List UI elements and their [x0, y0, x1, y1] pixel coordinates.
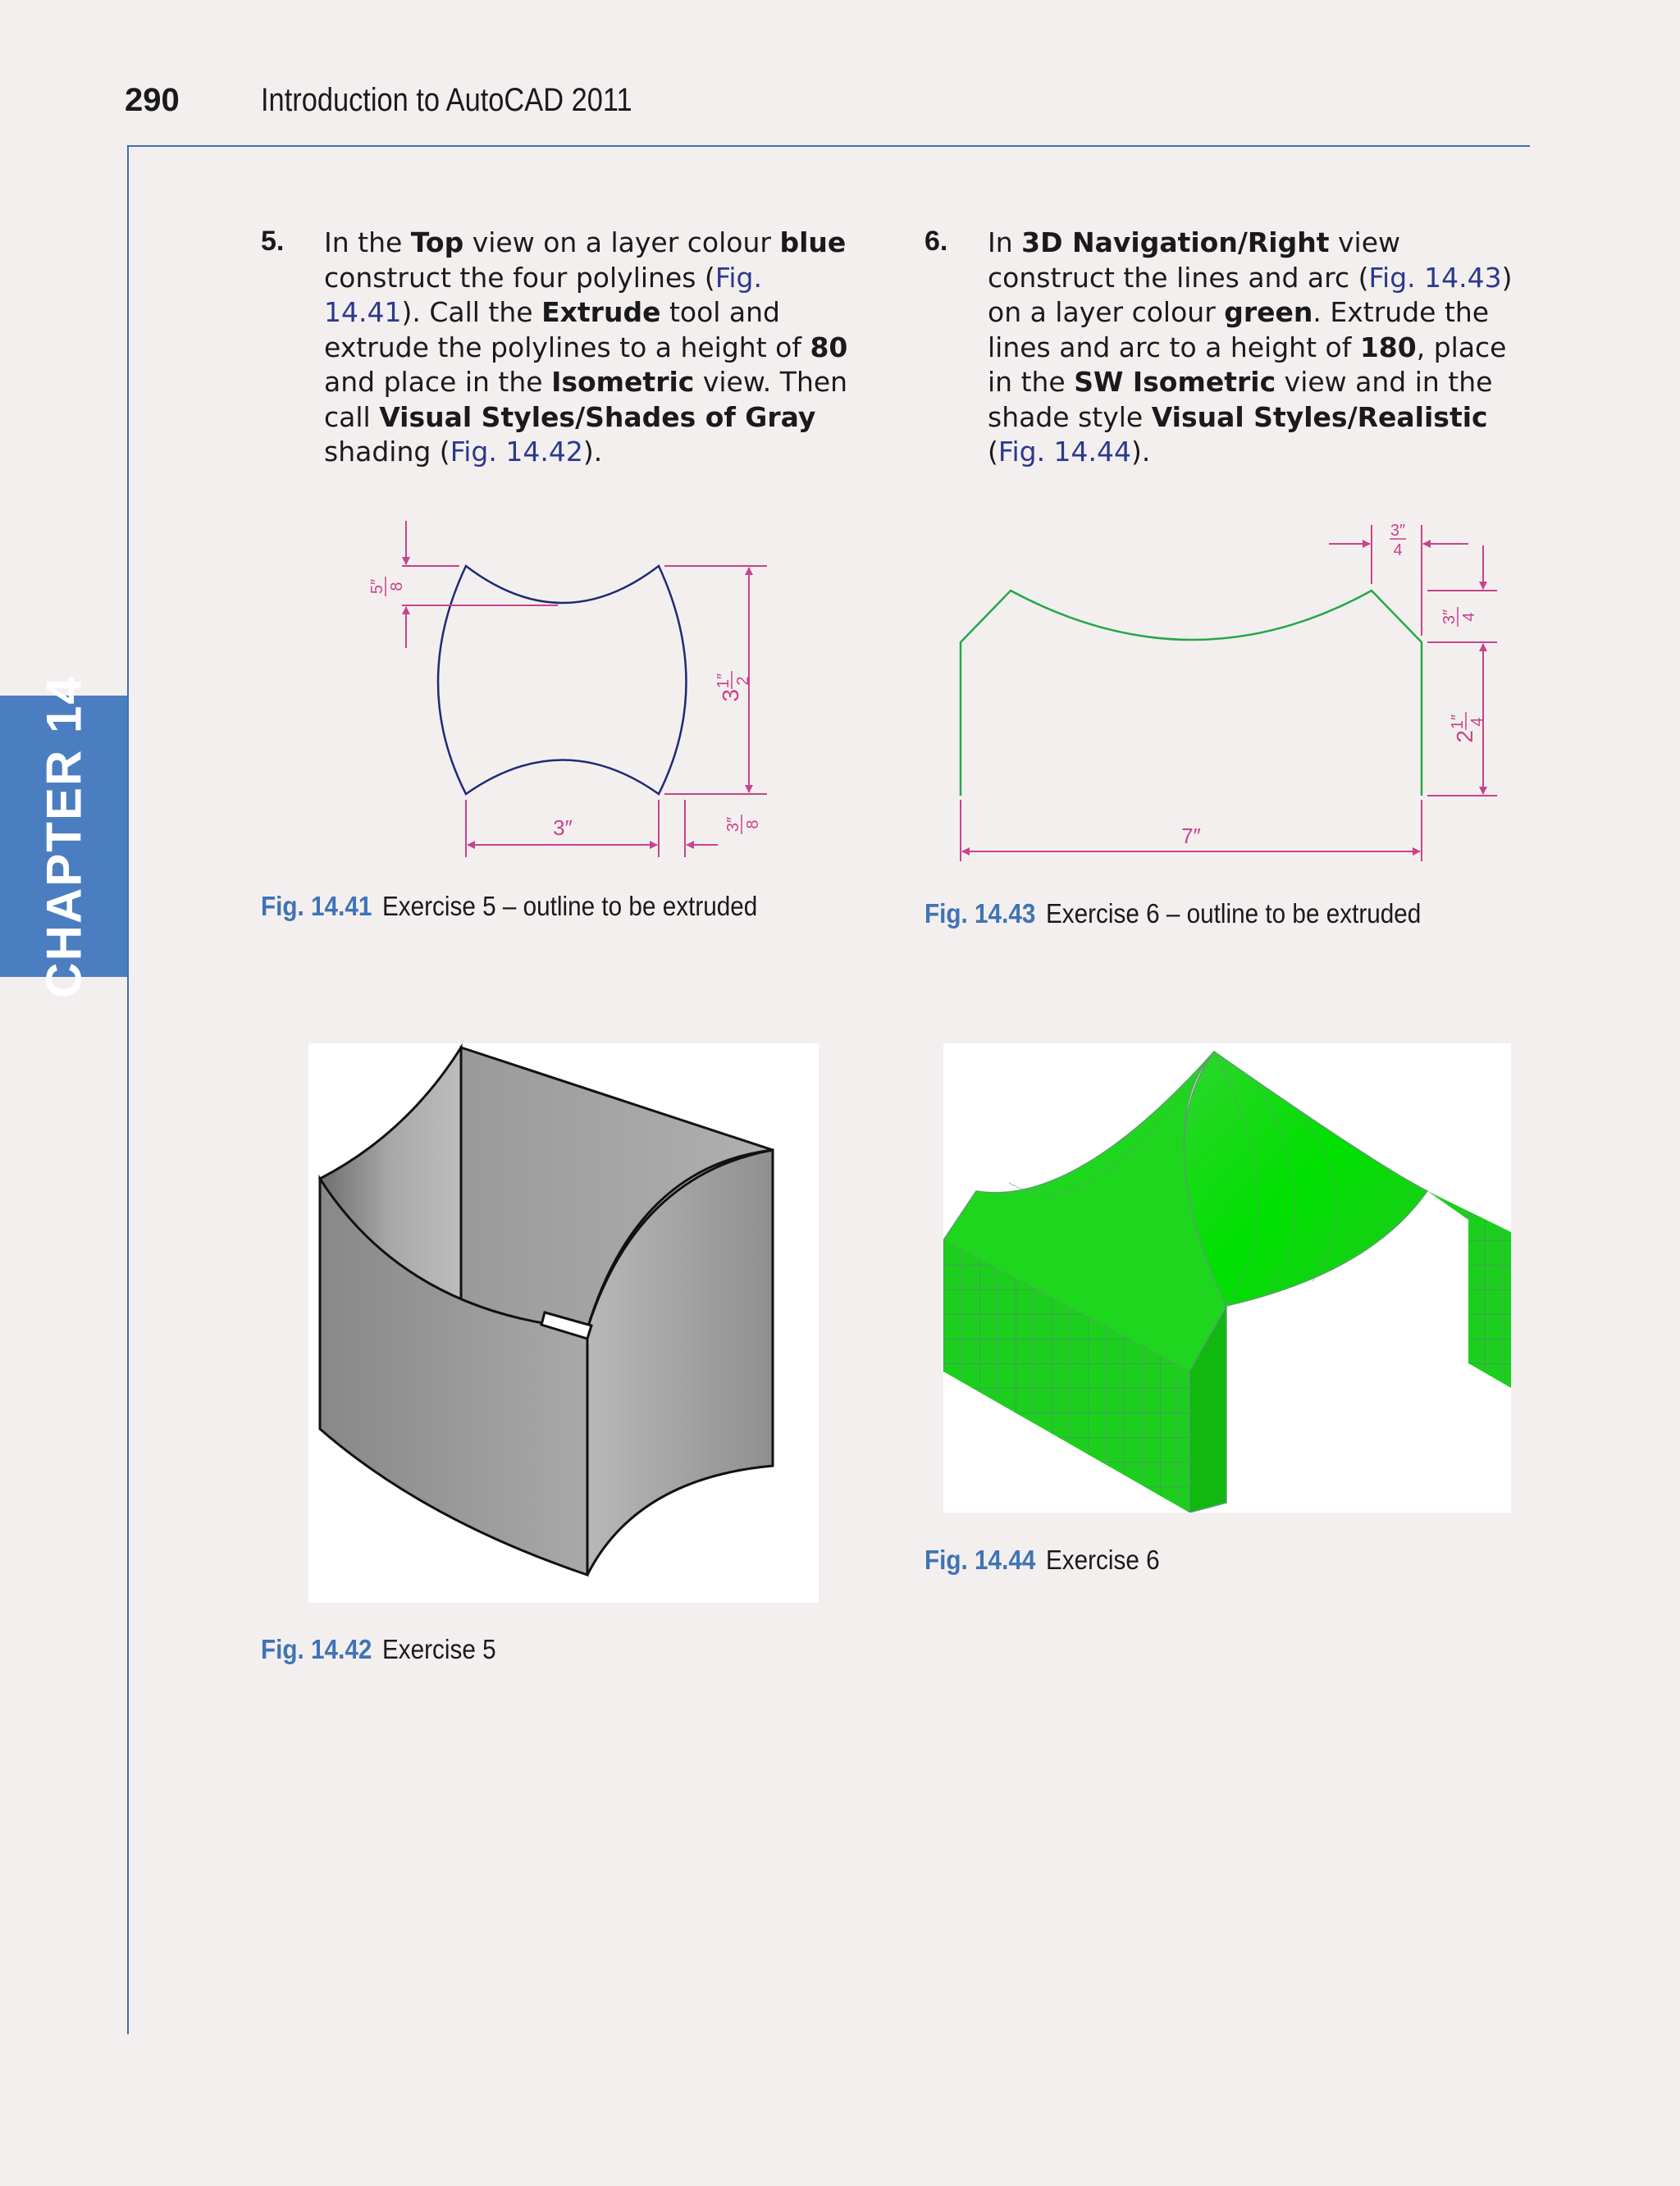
fig-14-43-caption: Fig. 14.43 Exercise 6 – outline to be extruded [924, 898, 1422, 929]
exercise-5-text: In the Top view on a layer colour blue construct the four polylines (Fig. 14.41). Call the Extrude tool and extrude the polylines to a height of 80 and place in the Isometric view. Then call Visual Styles/Shades of Gray shading (Fig. 14.42). [324, 226, 848, 468]
svg-text:5″: 5″ [368, 578, 386, 595]
fig-14-41-width-label: 3″ [553, 815, 573, 840]
svg-text:8: 8 [744, 819, 762, 829]
chapter-tab-label: CHAPTER 14 [36, 674, 91, 998]
fig-14-43-drawing [935, 509, 1526, 869]
svg-text:2: 2 [1452, 730, 1477, 743]
fig-14-43-reference: Fig. 14.43 [1368, 261, 1502, 294]
svg-text:3″: 3″ [1390, 522, 1406, 540]
chapter-tab [0, 674, 127, 998]
fig-14-41-outline [438, 566, 687, 794]
fig-14-43-top-offset-label [1390, 522, 1406, 559]
fig-14-42-render [308, 1043, 819, 1603]
svg-text:2: 2 [734, 676, 752, 686]
header-rule [127, 145, 1530, 147]
svg-text:8: 8 [388, 582, 406, 591]
fig-14-41-caption: Fig. 14.41 Exercise 5 – outline to be extruded [261, 891, 758, 921]
fig-14-41-height-label [714, 671, 752, 702]
fig-14-43-side-offset-label [1440, 607, 1478, 627]
svg-text:3″: 3″ [724, 816, 742, 833]
fig-14-42-reference: Fig. 14.42 [450, 436, 583, 468]
exercise-6-number: 6. [924, 226, 948, 257]
svg-text:4: 4 [1393, 541, 1403, 559]
svg-text:4: 4 [1468, 717, 1486, 727]
svg-text:3: 3 [718, 689, 743, 702]
fig-14-41-reference: Fig. 14.41 [324, 261, 762, 328]
fig-14-43-dimensions [961, 525, 1497, 861]
fig-14-41-top-offset-label [368, 577, 406, 596]
exercise-6-text: In 3D Navigation/Right view construct the lines and arc (Fig. 14.43) on a layer colour green. Extrude the lines and arc to a height of 180, place in the SW Isometric view and in the shade style Visual Styles/Realistic (Fig. 14.44). [988, 226, 1513, 468]
fig-14-44-reference: Fig. 14.44 [998, 436, 1132, 468]
fig-14-41-drawing [328, 500, 788, 869]
fig-14-44-caption: Fig. 14.44 Exercise 6 [924, 1545, 1160, 1575]
exercise-5-number: 5. [261, 226, 285, 257]
fig-14-43-height-label [1449, 712, 1486, 743]
fig-14-43-width-label: 7″ [1181, 824, 1201, 848]
fig-14-42-caption: Fig. 14.42 Exercise 5 [261, 1634, 496, 1664]
svg-text:1″: 1″ [714, 673, 733, 689]
fig-14-43-outline [961, 591, 1422, 796]
page-number: 290 [125, 82, 180, 118]
fig-14-44-render [943, 1043, 1511, 1513]
margin-rule [127, 145, 129, 2034]
svg-text:1″: 1″ [1449, 714, 1467, 730]
svg-text:3″: 3″ [1440, 609, 1459, 625]
running-head-title: Introduction to AutoCAD 2011 [261, 82, 632, 118]
svg-text:4: 4 [1460, 612, 1478, 622]
fig-14-41-dimensions [402, 521, 767, 857]
fig-14-41-gap-label [724, 815, 762, 834]
